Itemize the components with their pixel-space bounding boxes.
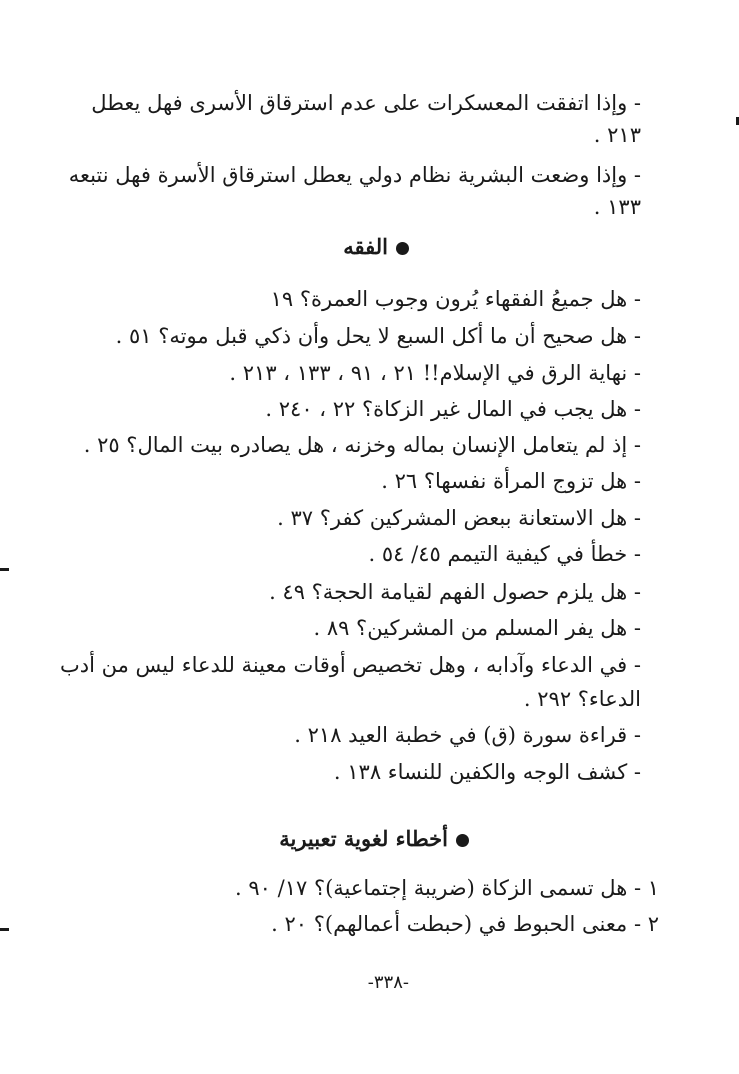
fiqh-item: - خطأ في كيفية التيمم ٤٥/ ٥٤ .	[368, 542, 641, 566]
fiqh-item: - هل جميعُ الفقهاء يُرون وجوب العمرة؟ ١٩	[270, 287, 641, 311]
fiqh-item: - هل يجب في المال غير الزكاة؟ ٢٢ ، ٢٤٠ .	[265, 397, 641, 421]
section-heading-language	[279, 824, 469, 854]
fiqh-item: - هل تزوج المرأة نفسها؟ ٢٦ .	[381, 469, 641, 493]
top-item-1-cont: ٢١٣ .	[593, 123, 641, 147]
bullet-icon	[396, 242, 409, 255]
top-item-2: - وإذا وضعت البشرية نظام دولي يعطل استرقاق الأسرة فهل نتبعه	[68, 163, 641, 187]
fiqh-item: - في الدعاء وآدابه ، وهل تخصيص أوقات معينة للدعاء ليس من أدب	[59, 653, 641, 677]
fiqh-item: - نهاية الرق في الإسلام!! ٢١ ، ٩١ ، ١٣٣ ، ٢١٣ .	[229, 361, 641, 385]
heading-text: الفقه	[343, 234, 388, 259]
fiqh-item: - هل يلزم حصول الفهم لقيامة الحجة؟ ٤٩ .	[269, 580, 641, 604]
language-item: ٢ - معنى الحبوط في (حبطت أعمالهم)؟ ٢٠ .	[271, 912, 659, 936]
scan-mark	[0, 928, 9, 931]
fiqh-item: - كشف الوجه والكفين للنساء ١٣٨ .	[333, 760, 641, 784]
language-item: ١ - هل تسمى الزكاة (ضريبة إجتماعية)؟ ١٧/ ٩٠ .	[235, 876, 659, 900]
bullet-icon	[456, 834, 469, 847]
top-item-1: - وإذا اتفقت المعسكرات على عدم استرقاق الأسرى فهل يعطل	[91, 91, 641, 115]
scan-mark	[0, 568, 9, 571]
fiqh-item-cont: الدعاء؟ ٢٩٢ .	[523, 687, 641, 711]
fiqh-item: - هل صحيح أن ما أكل السبع لا يحل وأن ذكي قبل موته؟ ٥١ .	[115, 324, 641, 348]
heading-text: أخطاء لغوية تعبيرية	[279, 826, 448, 851]
fiqh-item: - قراءة سورة (ق) في خطبة العيد ٢١٨ .	[294, 723, 641, 747]
fiqh-item: - هل يفر المسلم من المشركين؟ ٨٩ .	[313, 616, 641, 640]
fiqh-item: - إذ لم يتعامل الإنسان بماله وخزنه ، هل يصادره بيت المال؟ ٢٥ .	[83, 433, 641, 457]
section-heading-fiqh	[343, 232, 409, 262]
top-item-2-cont: ١٣٣ .	[593, 195, 641, 219]
page-number: -٣٣٨-	[367, 972, 409, 993]
fiqh-item: - هل الاستعانة ببعض المشركين كفر؟ ٣٧ .	[277, 506, 641, 530]
